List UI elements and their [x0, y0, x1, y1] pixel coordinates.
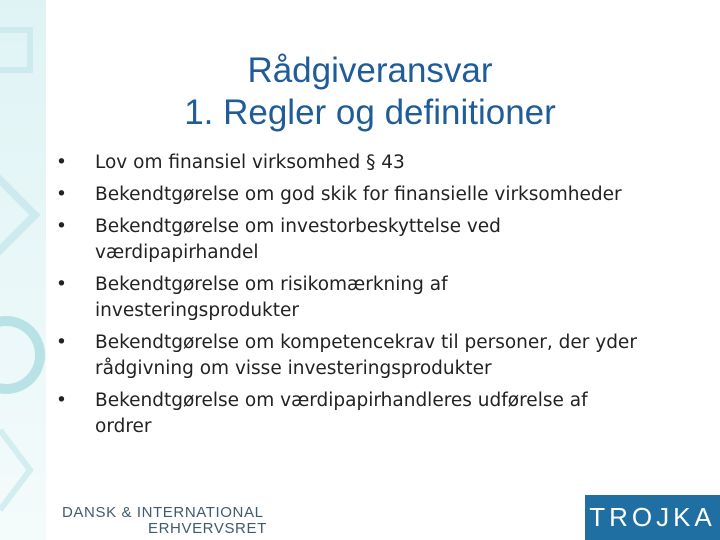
- list-item-line-2: ordrer: [95, 416, 152, 437]
- bullet-symbol: •: [56, 390, 67, 411]
- list-item-line: Bekendtgørelse om værdipapirhandleres udførelse af: [95, 390, 588, 411]
- list-item-line: Lov om finansiel virksomhed § 43: [95, 152, 405, 173]
- footer-line-2: ERHVERVSRET: [148, 520, 267, 537]
- logo-text: TROJKA: [589, 502, 716, 532]
- list-item: [56, 388, 696, 440]
- list-item-line: Bekendtgørelse om kompetencekrav til personer, der yder: [95, 332, 637, 353]
- footer-course-name: [62, 505, 267, 537]
- list-item-line: Bekendtgørelse om risikomærkning af: [95, 274, 448, 295]
- list-item: [56, 182, 696, 208]
- trojka-logo: [585, 495, 720, 540]
- decorative-scale-graphic: [0, 0, 46, 540]
- list-item: [56, 330, 696, 382]
- list-item-line: Bekendtgørelse om god skik for finansielle virksomheder: [95, 184, 622, 205]
- bullet-symbol: •: [56, 332, 67, 353]
- list-item-line-2: rådgivning om visse investeringsprodukter: [95, 358, 492, 379]
- list-item: [56, 150, 696, 176]
- list-item: [56, 214, 696, 266]
- list-item-line: Bekendtgørelse om investorbeskyttelse ved: [95, 216, 501, 237]
- bullet-symbol: •: [56, 216, 67, 237]
- bullet-symbol: •: [56, 274, 67, 295]
- list-item-line-2: investeringsprodukter: [95, 300, 300, 321]
- bullet-symbol: •: [56, 184, 67, 205]
- list-item-line-2: værdipapirhandel: [95, 242, 259, 263]
- bullet-list: [56, 150, 696, 446]
- title-line-2: 1. Regler og definitioner: [184, 93, 556, 132]
- title-line-1: Rådgiveransvar: [247, 51, 493, 90]
- bullet-symbol: •: [56, 152, 67, 173]
- slide-title: [60, 50, 680, 134]
- list-item: [56, 272, 696, 324]
- footer-line-1: DANSK & INTERNATIONAL: [62, 504, 264, 521]
- decorative-side-band: [0, 0, 46, 540]
